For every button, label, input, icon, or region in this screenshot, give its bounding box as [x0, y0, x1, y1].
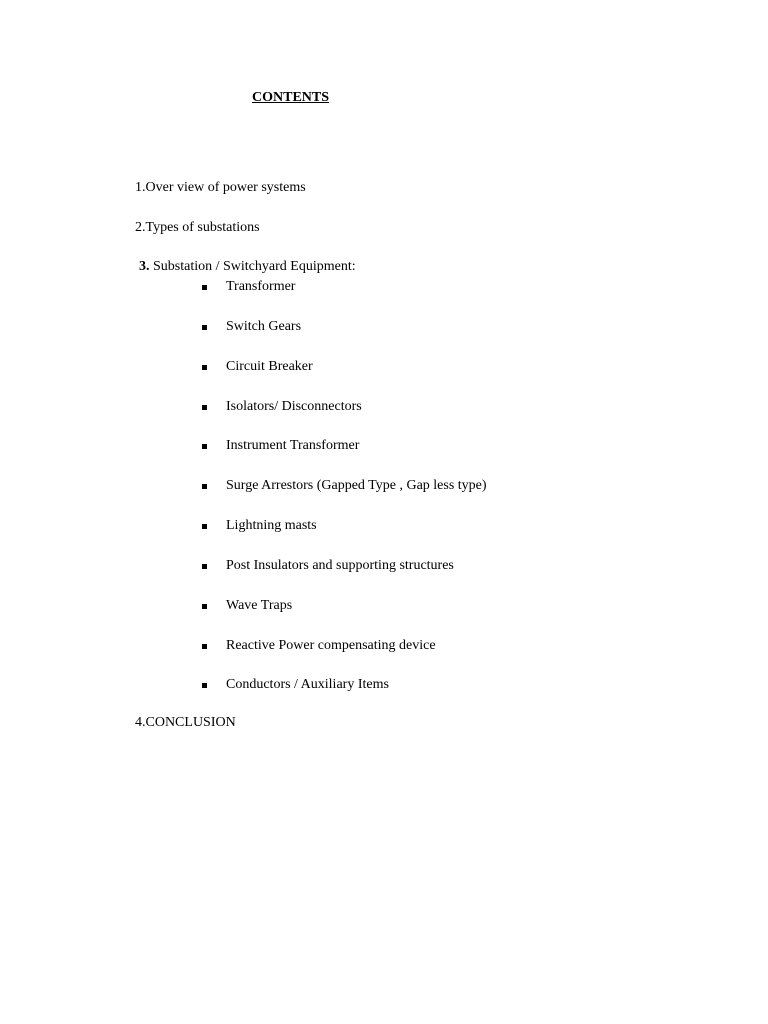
square-bullet-icon — [202, 683, 207, 688]
toc-entry-equipment-number: 3. — [139, 259, 150, 274]
square-bullet-icon — [202, 405, 207, 410]
square-bullet-icon — [202, 285, 207, 290]
list-item-label: Wave Traps — [226, 597, 293, 613]
square-bullet-icon — [202, 644, 207, 649]
square-bullet-icon — [202, 325, 207, 330]
list-item-label: Surge Arrestors (Gapped Type , Gap less type) — [226, 478, 487, 494]
square-bullet-icon — [202, 524, 207, 529]
toc-entry-overview: 1.Over view of power systems — [135, 180, 306, 195]
page-title: CONTENTS — [252, 90, 330, 105]
list-item-label: Lightning masts — [226, 518, 317, 534]
toc-entry-equipment-label: Substation / Switchyard Equipment: — [149, 259, 356, 274]
square-bullet-icon — [202, 484, 207, 489]
toc-entry-equipment — [139, 258, 356, 276]
list-item-label: Conductors / Auxiliary Items — [226, 677, 389, 693]
square-bullet-icon — [202, 604, 207, 609]
square-bullet-icon — [202, 365, 207, 370]
toc-entry-types-of-substations: 2.Types of substations — [135, 220, 260, 235]
list-item-label: Circuit Breaker — [226, 358, 313, 374]
list-item-label: Transformer — [226, 279, 296, 294]
list-item-label: Post Insulators and supporting structures — [226, 557, 454, 573]
list-item-label: Isolators/ Disconnectors — [226, 398, 362, 414]
list-item-label: Instrument Transformer — [226, 438, 360, 454]
toc-entry-conclusion: 4.CONCLUSION — [135, 715, 236, 730]
list-item-label: Switch Gears — [226, 318, 302, 334]
square-bullet-icon — [202, 564, 207, 569]
list-item-label: Reactive Power compensating device — [226, 637, 436, 653]
square-bullet-icon — [202, 444, 207, 449]
